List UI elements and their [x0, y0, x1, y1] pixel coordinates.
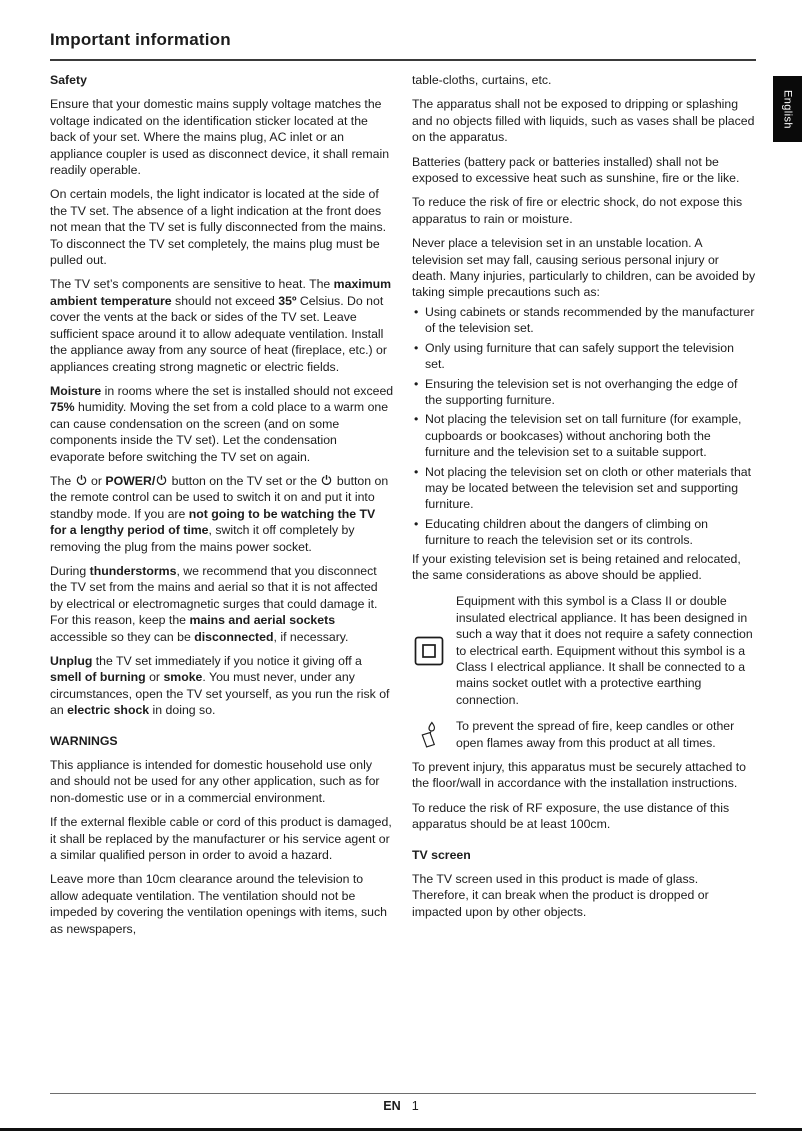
section-heading: WARNINGS	[50, 733, 118, 748]
text-run: or	[145, 670, 164, 685]
text-run: Not placing the television set on cloth or other materials that may be located between the television set and supporting furniture.	[425, 464, 752, 512]
text-run: Only using furniture that can safely support the television set.	[425, 340, 734, 372]
bullet-item	[412, 304, 756, 337]
paragraph	[412, 194, 756, 227]
bullet-marker: •	[414, 412, 419, 427]
text-run: To reduce the risk of RF exposure, the use distance of this apparatus should be at least 100cm.	[412, 800, 730, 832]
text-run: Ensure that your domestic mains supply voltage matches the voltage indicated on the identification sticker located at the back of your set. Where the mains plug, AC inlet or an appliance coupler is used as disconnect device, it shall remain readily operable.	[50, 97, 390, 178]
bullet-marker: •	[414, 304, 419, 319]
footer-divider	[50, 1093, 756, 1094]
text-run: , switch it off completely by removing the plug from the mains power socket.	[50, 523, 355, 554]
text-run: To prevent injury, this apparatus must be securely attached to the floor/wall in accordance with the installation instructions.	[412, 760, 747, 791]
bold-text-run: 75%	[50, 400, 75, 415]
text-run: Leave more than 10cm clearance around the television to allow adequate ventilation. The ventilation should not be impeded by covering the ventilation openings with items, such as newspapers,	[50, 872, 387, 936]
bullet-text	[425, 464, 756, 513]
text-run: The apparatus shall not be exposed to dripping or splashing and no objects filled with liquids, such as vases shall be placed on the apparatus.	[412, 97, 755, 145]
icon-paragraph-text	[456, 593, 756, 708]
text-run: button on the TV set or the	[168, 473, 321, 488]
page-footer	[0, 1099, 802, 1113]
bullet-marker: •	[414, 516, 419, 531]
text-run: . You must never, under any circumstances, open the TV set yourself, as you run the risk of an	[50, 670, 390, 718]
paragraph	[50, 383, 394, 465]
paragraph	[50, 814, 394, 863]
candle-icon	[418, 721, 441, 748]
bold-text-run: smoke	[163, 670, 203, 685]
class2-paragraph	[412, 593, 756, 708]
bold-text-run: POWER/	[105, 473, 156, 488]
text-run: should not exceed	[171, 293, 279, 308]
bold-text-run: smell of burning	[50, 670, 146, 685]
text-run: The TV set’s components are sensitive to heat. The	[50, 277, 334, 292]
bullet-item	[412, 464, 756, 513]
power-icon	[321, 474, 332, 486]
text-run: The	[50, 473, 75, 488]
bullet-marker: •	[414, 464, 419, 479]
bold-text-run: disconnected	[194, 629, 274, 644]
bold-text-run: Moisture	[50, 383, 102, 398]
bold-text-run: thunderstorms	[89, 563, 177, 578]
paragraph	[412, 96, 756, 145]
text-run: Using cabinets or stands recommended by the manufacturer of the television set.	[425, 304, 755, 336]
text-run: Batteries (battery pack or batteries installed) shall not be exposed to excessive heat such as sunshine, fire or the like.	[412, 154, 740, 186]
paragraph	[412, 759, 756, 792]
paragraph	[412, 72, 756, 88]
footer-language-code: EN	[383, 1099, 401, 1113]
bold-text-run: electric shock	[67, 703, 150, 718]
bullet-text	[425, 376, 756, 409]
text-run: in doing so.	[149, 703, 216, 718]
text-run: The TV screen used in this product is made of glass. Therefore, it can break when the product is dropped or impacted upon by other objects.	[412, 872, 709, 919]
bold-text-run: maximum ambient temperature	[50, 277, 392, 308]
text-run: To prevent the spread of fire, keep candles or other open flames away from this product at all times.	[456, 719, 735, 750]
paragraph	[50, 653, 394, 719]
bold-text-run: not going to be watching the TV for a lengthy period of time	[50, 506, 376, 538]
bold-text-run: Unplug	[50, 654, 93, 668]
language-tab	[773, 76, 802, 142]
paragraph	[50, 96, 394, 178]
candle-icon-holder	[412, 721, 446, 748]
text-run: Never place a television set in an unstable location. A television set may fall, causing serious personal injury or death. Many injuries, particularly to children, can be avoided by taking simple precautions such as:	[412, 236, 756, 300]
paragraph	[412, 235, 756, 301]
bullet-item	[412, 516, 756, 549]
text-run: During	[50, 563, 90, 578]
text-run: This appliance is intended for domestic household use only and should not be used for any other application, such as for non-domestic use or in a commercial environment.	[50, 758, 380, 805]
text-run: accessible so they can be	[50, 629, 195, 644]
paragraph	[412, 800, 756, 833]
text-run: If the external flexible cable or cord of this product is damaged, it shall be replaced by the manufacturer or his service agent or a similar qualified person in order to avoid a hazard.	[50, 815, 392, 863]
paragraph	[50, 473, 394, 555]
bullet-text	[425, 304, 756, 337]
class-ii-icon	[414, 636, 444, 666]
bullet-marker: •	[414, 376, 419, 391]
power-icon	[156, 474, 167, 486]
title-divider	[50, 59, 756, 61]
text-run: Equipment with this symbol is a Class II or double insulated electrical appliance. It has been designed in such a way that it does not require a safety connection to electrical earth. Equipment without this symbol is a Class I electrical appliance. It shall be connected to a mains socket outlet with a protective earthing connection.	[456, 594, 753, 707]
paragraph	[412, 154, 756, 187]
footer-page-number: 1	[411, 1099, 419, 1113]
icon-paragraph-text	[456, 718, 756, 751]
left-column	[50, 72, 394, 937]
paragraph	[412, 871, 756, 920]
bottom-rule	[0, 1128, 802, 1131]
text-run: the TV set immediately if you notice it giving off a	[92, 654, 362, 668]
bold-text-run: mains and aerial sockets	[189, 613, 336, 628]
paragraph	[50, 757, 394, 806]
class2-icon-holder	[412, 636, 446, 666]
bullet-text	[425, 340, 756, 373]
text-run: in rooms where the set is installed should not exceed	[101, 383, 394, 398]
bullet-text	[425, 411, 756, 460]
text-run: To reduce the risk of fire or electric shock, do not expose this apparatus to rain or moisture.	[412, 195, 743, 226]
bullet-marker: •	[414, 340, 419, 355]
text-run: , if necessary.	[273, 629, 349, 644]
content-columns	[50, 72, 756, 937]
text-run: Celsius. Do not cover the vents at the back or sides of the TV set. Leave sufficient space around it to allow adequate ventilation. Install the appliance away from any source of heat (fireplace, etc.) or appliances creating strong magnetic or electric fields.	[50, 293, 387, 374]
section-heading: Safety	[50, 73, 87, 87]
text-run: If your existing television set is being retained and relocated, the same considerations as above should be applied.	[412, 551, 741, 582]
page-title: Important information	[50, 30, 231, 49]
text-run: Educating children about the dangers of climbing on furniture to reach the television set or its controls.	[425, 516, 709, 548]
bullet-item	[412, 376, 756, 409]
text-run: button on the remote control can be used to switch it on and put it into standby mode. If you are	[50, 473, 389, 521]
text-run: or	[87, 473, 106, 488]
paragraph	[50, 186, 394, 268]
section-heading: TV screen	[412, 847, 471, 862]
text-run: table-cloths, curtains, etc.	[412, 73, 552, 87]
language-tab-label: English	[781, 89, 794, 129]
text-run: , we recommend that you disconnect the TV set from the mains and aerial so that it is not affected by electrical or electromagnetic surges that could damage it. For this reason, keep the	[50, 563, 378, 628]
text-run: Ensuring the television set is not overhanging the edge of the supporting furniture.	[425, 376, 738, 407]
paragraph	[412, 551, 756, 584]
power-icon	[76, 474, 87, 486]
bullet-text	[425, 516, 756, 549]
paragraph	[50, 563, 394, 645]
text-run: Not placing the television set on tall furniture (for example, cupboards or bookcases) without anchoring both the furniture and the television set to a suitable support.	[425, 412, 742, 460]
bullet-item	[412, 411, 756, 460]
bullet-item	[412, 340, 756, 373]
paragraph	[50, 276, 394, 374]
candle-paragraph	[412, 718, 756, 751]
paragraph	[50, 871, 394, 937]
text-run: On certain models, the light indicator is located at the side of the TV set. The absence of a light indication at the front does not mean that the TV set is fully disconnected from the mains. To disconnect the TV set completely, the mains plug must be pulled out.	[50, 187, 387, 268]
bold-text-run: 35º	[278, 293, 297, 308]
text-run: humidity. Moving the set from a cold place to a warm one can cause condensation on the screen (and on some components inside the TV set). Let the condensation evaporate before switching the TV set on again.	[50, 400, 389, 464]
right-column	[412, 72, 756, 937]
